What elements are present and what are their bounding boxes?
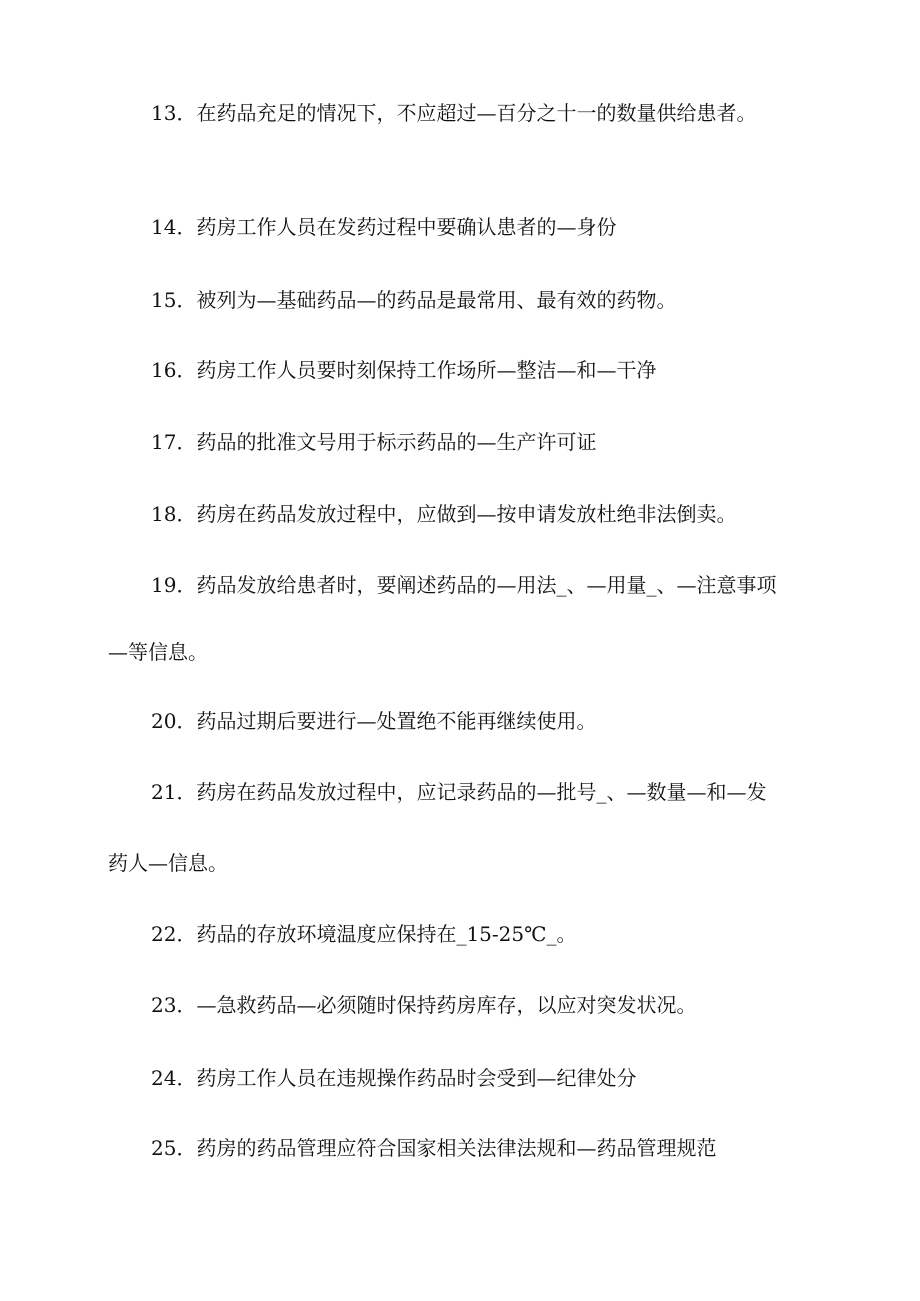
question-15 — [151, 288, 676, 312]
question-25 — [151, 1136, 716, 1160]
question-number: 18 — [151, 502, 177, 526]
question-text: ．药房的药品管理应符合国家相关法律法规和—药品管理规范 — [176, 1136, 717, 1160]
question-text: ．药品的存放环境温度应保持在_15-25℃_。 — [176, 922, 577, 946]
question-number: 17 — [151, 430, 177, 454]
question-17 — [151, 430, 596, 454]
question-text: ．药品发放给患者时，要阐述药品的—用法_、—用量_、—注意事项 — [176, 573, 777, 597]
question-18 — [151, 502, 736, 526]
question-21 — [151, 780, 766, 804]
question-number: 21 — [151, 780, 177, 804]
question-number: 13 — [151, 101, 177, 125]
question-text: ．药房在药品发放过程中，应记录药品的—批号_、—数量—和—发 — [176, 780, 767, 804]
question-text: ．被列为—基础药品—的药品是最常用、最有效的药物。 — [176, 288, 677, 312]
question-16 — [151, 358, 656, 382]
question-21-continuation: 药人—信息。 — [108, 851, 228, 875]
question-23 — [151, 993, 696, 1017]
question-number: 25 — [151, 1136, 177, 1160]
question-19-continuation: —等信息。 — [108, 640, 208, 664]
question-text: ．药房工作人员要时刻保持工作场所—整洁—和—干净 — [176, 358, 657, 382]
question-14 — [151, 215, 616, 239]
question-number: 15 — [151, 288, 177, 312]
question-number: 23 — [151, 993, 177, 1017]
question-number: 16 — [151, 358, 177, 382]
question-number: 24 — [151, 1066, 177, 1090]
question-number: 22 — [151, 922, 177, 946]
question-number: 20 — [151, 709, 177, 733]
question-text: ．药房工作人员在违规操作药品时会受到—纪律处分 — [176, 1066, 637, 1090]
question-text: ．药品过期后要进行—处置绝不能再继续使用。 — [176, 709, 597, 733]
question-22 — [151, 922, 576, 946]
question-text: ．在药品充足的情况下，不应超过—百分之十一的数量供给患者。 — [176, 101, 757, 125]
question-number: 14 — [151, 215, 177, 239]
question-text: ．药房工作人员在发药过程中要确认患者的—身份 — [176, 215, 617, 239]
question-number: 19 — [151, 573, 177, 597]
question-20 — [151, 709, 596, 733]
question-13 — [151, 101, 756, 125]
question-24 — [151, 1066, 636, 1090]
question-text: ．—急救药品—必须随时保持药房库存，以应对突发状况。 — [176, 993, 697, 1017]
question-text: ．药品的批准文号用于标示药品的—生产许可证 — [176, 430, 597, 454]
question-19 — [151, 573, 776, 597]
question-text: ．药房在药品发放过程中，应做到—按申请发放杜绝非法倒卖。 — [176, 502, 737, 526]
